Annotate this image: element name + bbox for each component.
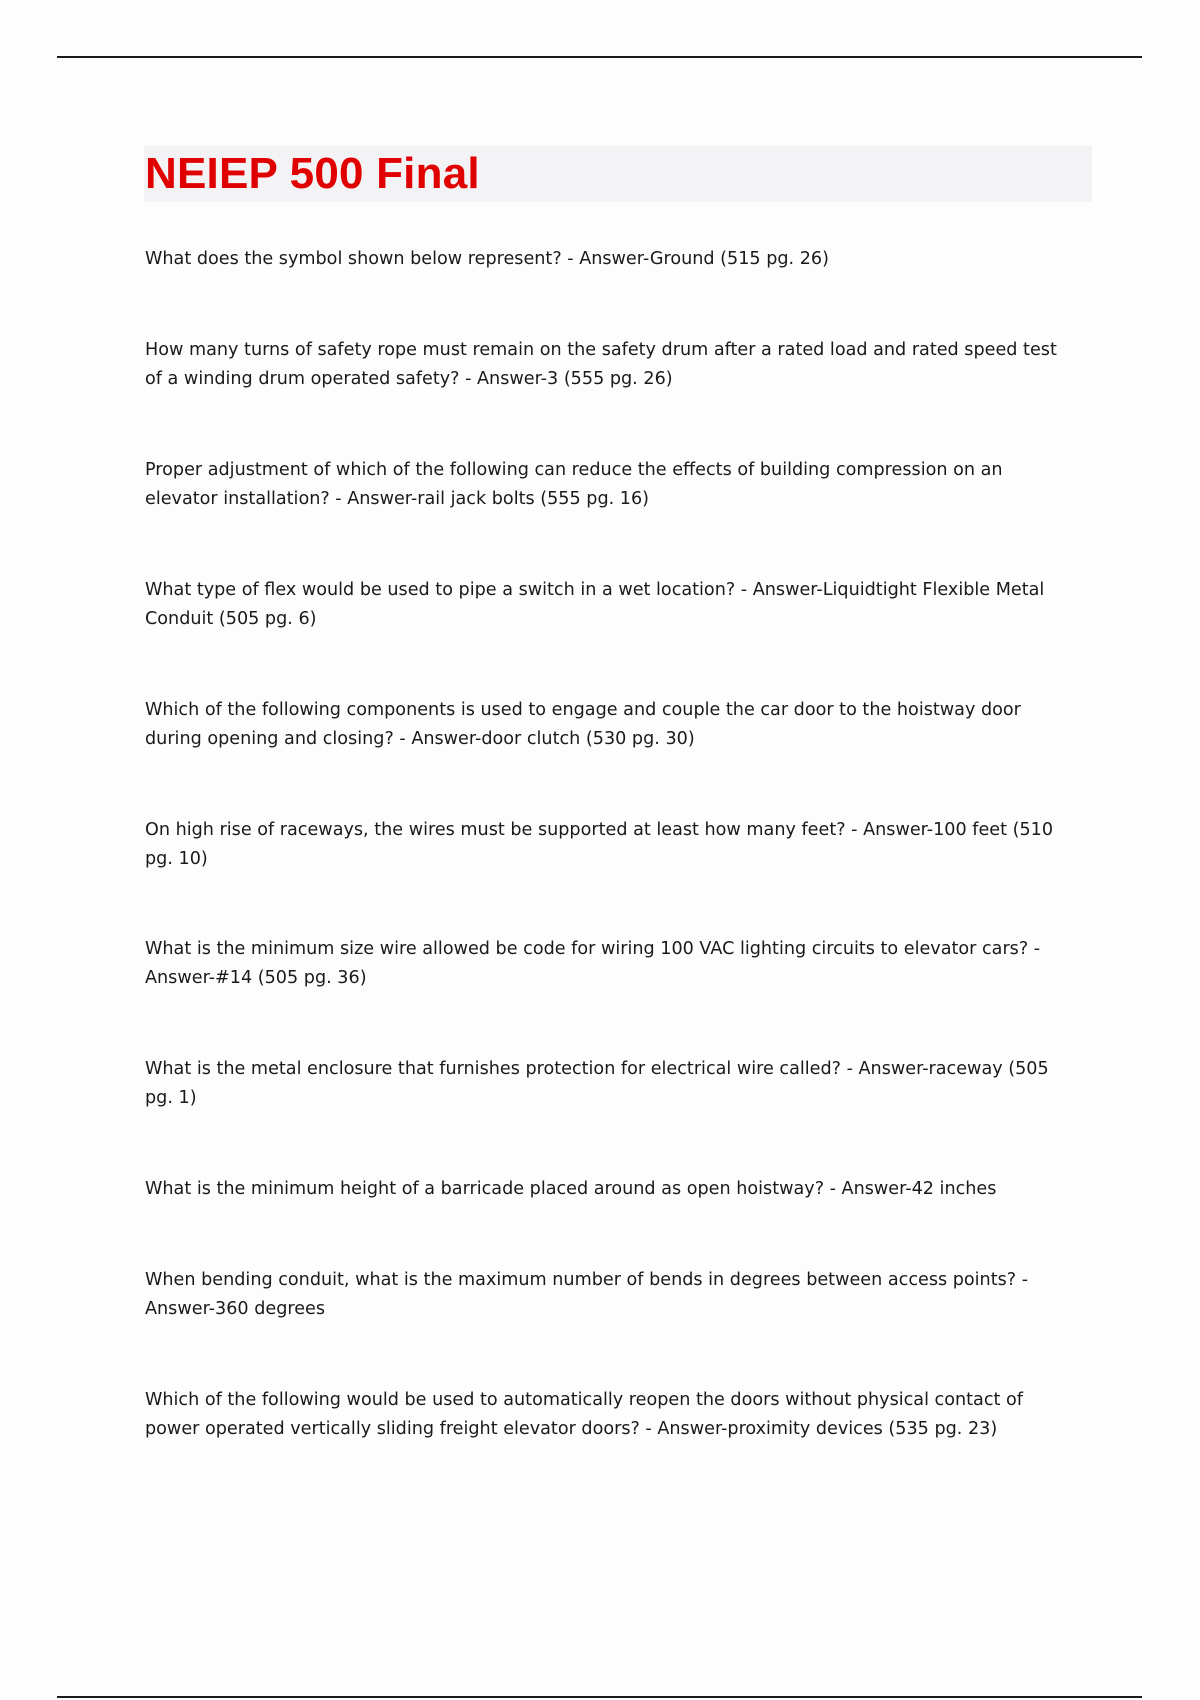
qa-item: Which of the following components is used to engage and couple the car door to the hoistway door during opening and closing? - Answer-door clutch (530 pg. 30) [145,700,1021,749]
qa-item: What is the minimum size wire allowed be code for wiring 100 VAC lighting circuits to elevator cars? - Answer-#14 (505 pg. 36) [145,939,1041,988]
qa-item: On high rise of raceways, the wires must be supported at least how many feet? - Answer-100 feet (510 pg. 10) [145,820,1054,869]
qa-item: What type of flex would be used to pipe a switch in a wet location? - Answer-Liquidtight Flexible Metal Conduit (505 pg. 6) [145,580,1045,629]
qa-item: What is the metal enclosure that furnishes protection for electrical wire called? - Answer-raceway (505 pg. 1) [145,1059,1049,1108]
document-title: NEIEP 500 Final [145,149,480,198]
qa-item: What does the symbol shown below represent? - Answer-Ground (515 pg. 26) [145,249,829,269]
qa-item: Which of the following would be used to automatically reopen the doors without physical contact of power operated vertically sliding freight elevator doors? - Answer-proximity devices (535 pg. 23) [145,1390,1023,1439]
qa-item: How many turns of safety rope must remain on the safety drum after a rated load and rated speed test of a winding drum operated safety? - Answer-3 (555 pg. 26) [145,340,1057,389]
qa-item: Proper adjustment of which of the following can reduce the effects of building compression on an elevator installation? - Answer-rail jack bolts (555 pg. 16) [145,460,1003,509]
top-rule [57,56,1142,58]
qa-item: What is the minimum height of a barricade placed around as open hoistway? - Answer-42 inches [145,1179,997,1199]
qa-item: When bending conduit, what is the maximum number of bends in degrees between access points? - Answer-360 degrees [145,1270,1029,1319]
bottom-rule [57,1696,1142,1698]
